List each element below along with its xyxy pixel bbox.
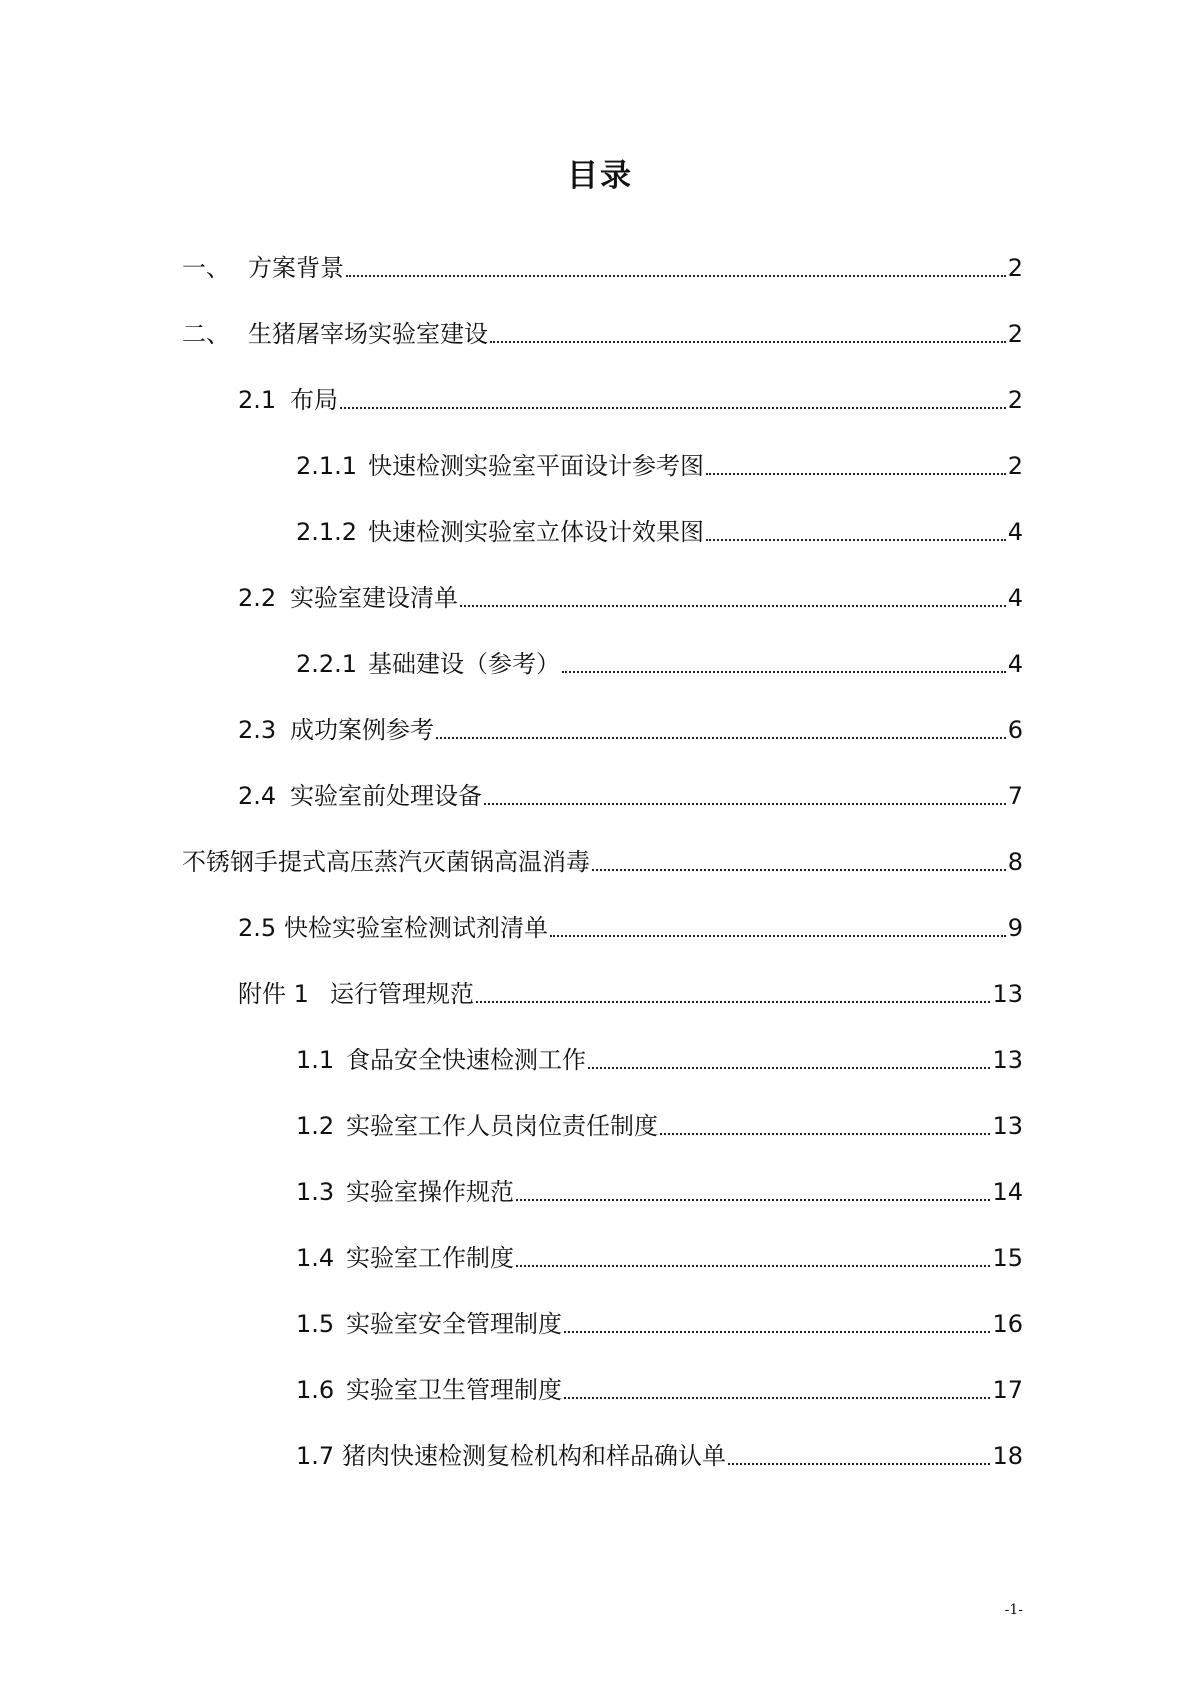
toc-entry-number: 2.2.1	[296, 650, 358, 678]
dot-leader	[550, 934, 1006, 937]
dot-leader	[476, 1000, 990, 1003]
toc-entry-page: 15	[992, 1244, 1023, 1272]
toc-entry-page: 18	[992, 1442, 1023, 1470]
toc-entry-number: 1.6	[296, 1376, 335, 1404]
toc-entry-text: 快速检测实验室立体设计效果图	[368, 518, 704, 546]
toc-entry-text: 实验室工作人员岗位责任制度	[346, 1112, 658, 1140]
toc-entry-number: 2.1.1	[296, 452, 358, 480]
toc-entry-page: 7	[1007, 782, 1023, 810]
toc-entry-page: 4	[1007, 650, 1023, 678]
toc-entry-number: 二、	[182, 320, 230, 348]
dot-leader	[728, 1462, 990, 1465]
toc-entry-page: 6	[1007, 716, 1023, 744]
toc-entry-page: 9	[1007, 914, 1023, 942]
toc-entry-page: 14	[992, 1178, 1023, 1206]
toc-entry-text: 猪肉快速检测复检机构和样品确认单	[342, 1442, 726, 1470]
toc-entry-page: 13	[992, 1112, 1023, 1140]
toc-entry-page: 2	[1007, 386, 1023, 414]
dot-leader	[588, 1066, 990, 1069]
toc-entry-text: 实验室前处理设备	[290, 782, 482, 810]
toc-entry-page: 13	[992, 980, 1023, 1008]
toc-entry-text: 布局	[290, 386, 338, 414]
dot-leader	[592, 868, 1006, 871]
dot-leader	[562, 670, 1006, 673]
toc-entry[interactable]	[238, 970, 1023, 1010]
toc-entry-text: 基础建设（参考）	[368, 650, 560, 678]
toc-entry-number: 2.1.2	[296, 518, 358, 546]
toc-entry[interactable]	[238, 706, 1023, 746]
toc-entry-page: 16	[992, 1310, 1023, 1338]
toc-entry-text: 实验室工作制度	[346, 1244, 514, 1272]
dot-leader	[460, 604, 1006, 607]
toc-entry-number: 1.5	[296, 1310, 335, 1338]
toc-entry[interactable]	[238, 376, 1023, 416]
toc-entry-number: 2.2	[238, 584, 277, 612]
page-number: -1-	[1004, 1602, 1023, 1618]
dot-leader	[346, 274, 1006, 277]
dot-leader	[660, 1132, 990, 1135]
toc-entry-text: 生猪屠宰场实验室建设	[248, 320, 488, 348]
dot-leader	[564, 1396, 990, 1399]
toc-entry-number: 1.2	[296, 1112, 335, 1140]
dot-leader	[706, 538, 1006, 541]
toc-entry[interactable]	[182, 310, 1023, 350]
dot-leader	[564, 1330, 990, 1333]
toc-entry-text: 不锈钢手提式高压蒸汽灭菌锅高温消毒	[182, 848, 590, 876]
toc-title: 目录	[567, 158, 633, 194]
toc-entry-page: 2	[1007, 452, 1023, 480]
toc-entry[interactable]	[296, 508, 1023, 548]
toc-entry-text: 实验室卫生管理制度	[346, 1376, 562, 1404]
toc-entry-text: 食品安全快速检测工作	[346, 1046, 586, 1074]
toc-entry-page: 4	[1007, 584, 1023, 612]
toc-entry[interactable]	[296, 1102, 1023, 1142]
toc-entry-text: 快检实验室检测试剂清单	[284, 914, 548, 942]
toc-entry[interactable]	[238, 904, 1023, 944]
toc-entry-number: 1.1	[296, 1046, 335, 1074]
dot-leader	[490, 340, 1006, 343]
toc-entry-number: 1.7	[296, 1442, 335, 1470]
toc-entry-page: 2	[1007, 320, 1023, 348]
dot-leader	[706, 472, 1006, 475]
toc-entry-text: 实验室建设清单	[290, 584, 458, 612]
toc-entry-number: 2.5	[238, 914, 277, 942]
toc-entry-page: 2	[1007, 254, 1023, 282]
dot-leader	[436, 736, 1006, 739]
toc-entry-number: 1.3	[296, 1178, 335, 1206]
toc-entry-text: 实验室操作规范	[346, 1178, 514, 1206]
toc-entry[interactable]	[296, 1168, 1023, 1208]
toc-entry[interactable]	[296, 1036, 1023, 1076]
toc-entry[interactable]	[296, 1234, 1023, 1274]
toc-entry-page: 4	[1007, 518, 1023, 546]
toc-entry[interactable]	[296, 1432, 1023, 1472]
toc-entry-number: 2.4	[238, 782, 277, 810]
toc-entry-text: 实验室安全管理制度	[346, 1310, 562, 1338]
toc-entry-number: 2.3	[238, 716, 277, 744]
toc-entry[interactable]	[182, 244, 1023, 284]
toc-entry-page: 8	[1007, 848, 1023, 876]
toc-entry-number: 一、	[182, 254, 230, 282]
toc-entry[interactable]	[296, 1300, 1023, 1340]
dot-leader	[484, 802, 1006, 805]
toc-entry-number: 附件 1	[238, 980, 309, 1008]
toc-entry[interactable]	[182, 838, 1023, 878]
dot-leader	[340, 406, 1006, 409]
toc-entry-text: 运行管理规范	[330, 980, 474, 1008]
toc-entry[interactable]	[296, 640, 1023, 680]
toc-entry-page: 17	[992, 1376, 1023, 1404]
toc-entry-number: 1.4	[296, 1244, 335, 1272]
toc-entry[interactable]	[296, 442, 1023, 482]
toc-entry-number: 2.1	[238, 386, 277, 414]
toc-entry[interactable]	[238, 574, 1023, 614]
toc-entry-text: 成功案例参考	[290, 716, 434, 744]
dot-leader	[516, 1198, 990, 1201]
toc-entry-text: 快速检测实验室平面设计参考图	[368, 452, 704, 480]
dot-leader	[516, 1264, 990, 1267]
toc-entry-page: 13	[992, 1046, 1023, 1074]
toc-entry[interactable]	[296, 1366, 1023, 1406]
toc-entry-text: 方案背景	[248, 254, 344, 282]
toc-entry[interactable]	[238, 772, 1023, 812]
